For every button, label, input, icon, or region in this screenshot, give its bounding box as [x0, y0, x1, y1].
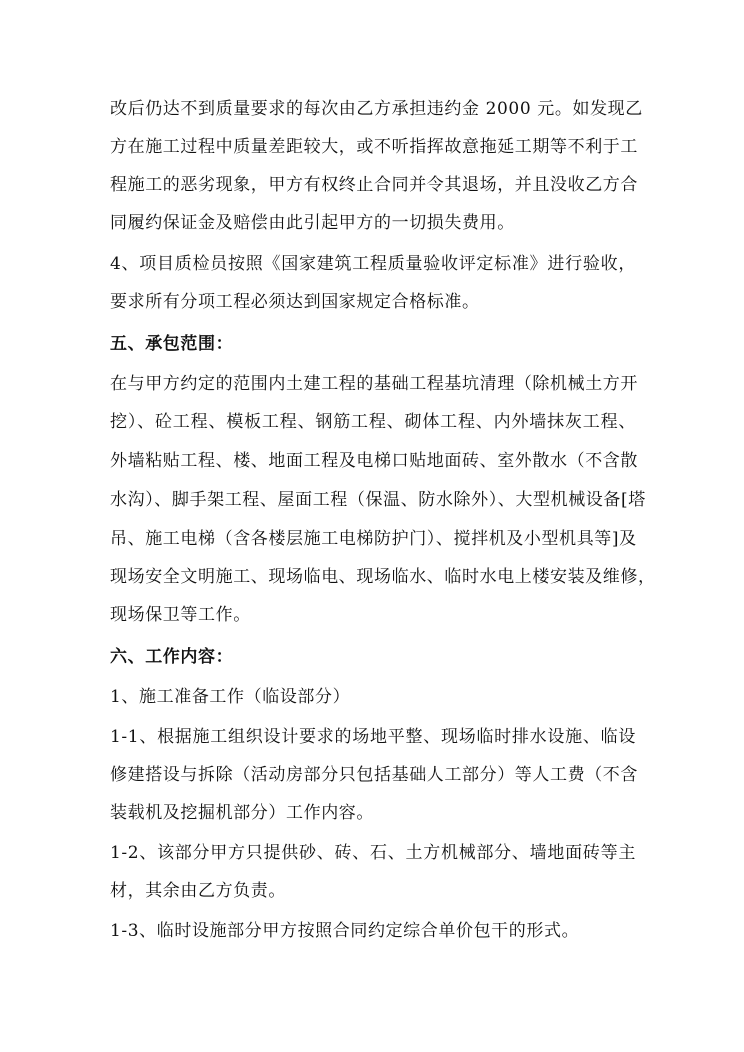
text-line: 4、项目质检员按照《国家建筑工程质量验收评定标准》进行验收， — [110, 254, 636, 274]
text-line: 水沟）、脚手架工程、屋面工程（保温、防水除外）、大型机械设备[塔 — [110, 490, 646, 510]
list-item: 1、施工准备工作（临设部分） — [110, 687, 351, 707]
text-line: 挖）、砼工程、模板工程、钢筋工程、砌体工程、内外墙抹灰工程、 — [110, 412, 636, 432]
text-line: 修建搭设与拆除（活动房部分只包括基础人工部分）等人工费（不含 — [110, 765, 638, 785]
text-line: 吊、施工电梯（含各楼层施工电梯防护门）、搅拌机及小型机具等]及 — [110, 529, 637, 549]
text-line: 1-2、该部分甲方只提供砂、砖、石、土方机械部分、墙地面砖等主 — [110, 843, 636, 863]
text-line: 程施工的恶劣现象，甲方有权终止合同并令其退场，并且没收乙方合 — [110, 175, 638, 195]
text-line: 现场安全文明施工、现场临电、现场临水、临时水电上楼安装及维修， — [110, 567, 656, 587]
text-line: 方在施工过程中质量差距较大，或不听指挥故意拖延工期等不利于工 — [110, 137, 638, 157]
text-line: 同履约保证金及赔偿由此引起甲方的一切损失费用。 — [110, 213, 515, 233]
section-heading-work: 六、工作内容： — [110, 647, 234, 667]
text-line: 1-1、根据施工组织设计要求的场地平整、现场临时排水设施、临设 — [110, 727, 636, 747]
text-line: 材，其余由乙方负责。 — [110, 881, 286, 901]
text-line: 要求所有分项工程必须达到国家规定合格标准。 — [110, 292, 480, 312]
text-line: 在与甲方约定的范围内土建工程的基础工程基坑清理（除机械土方开 — [110, 374, 638, 394]
text-line: 改后仍达不到质量要求的每次由乙方承担违约金 2000 元。如发现乙 — [110, 99, 643, 119]
text-line: 装载机及挖掘机部分）工作内容。 — [110, 803, 374, 823]
text-line: 现场保卫等工作。 — [110, 605, 251, 625]
list-item: 1-3、临时设施部分甲方按照合同约定综合单价包干的形式。 — [110, 921, 580, 941]
section-heading-scope: 五、承包范围： — [110, 334, 234, 354]
text-line: 外墙粘贴工程、楼、地面工程及电梯口贴地面砖、室外散水（不含散 — [110, 451, 638, 471]
